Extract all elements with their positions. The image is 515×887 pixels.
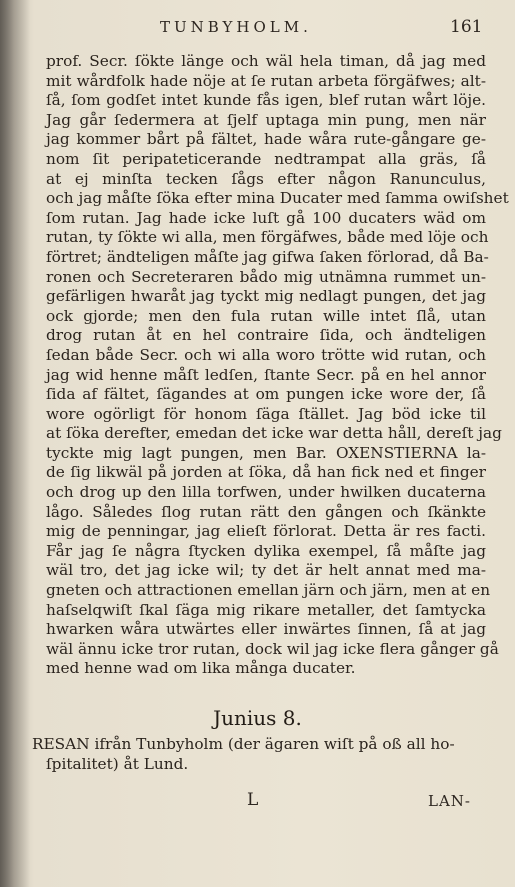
- body-text: [46, 52, 509, 679]
- section-heading: Junius 8.: [213, 706, 302, 730]
- text-line: wore ogörligt för honom ſäga ſtället. Jag böd icke til: [46, 404, 486, 423]
- text-line: at ſöka derefter, emedan det icke war detta håll, dereſt jag: [46, 424, 502, 443]
- text-line: förtret; ändteligen måſte jag gifwa ſaken förlorad, då Ba-: [46, 247, 489, 266]
- text-line: jag wid henne måſt ledſen, ſtante Secr. på en hel annor: [46, 365, 486, 384]
- text-line: lågo. Således ſlog rutan rätt den gången och ſkänkte: [46, 502, 486, 521]
- text-line: mig de penningar, jag elieſt förlorat. Detta är res facti.: [46, 522, 486, 541]
- text-line: de ſig likwäl på jorden at ſöka, då han fick ned et finger: [46, 463, 486, 482]
- text-line-final: med henne wad om lika många ducater.: [46, 659, 356, 678]
- text-line: hwarken wåra utwärtes eller inwärtes ſinnen, ſå at jag: [46, 620, 486, 639]
- travel-entry-line: ſpitalitet) åt Lund.: [46, 755, 189, 773]
- page-number: 161: [450, 17, 483, 37]
- catchword: LAN-: [428, 792, 471, 810]
- travel-entry-line: RESAN ifrån Tunbyholm (der ägaren wiſt på oß all ho-: [32, 735, 455, 753]
- text-line: tyckte mig lagt pungen, men Bar. OXENSTIERNA la-: [46, 443, 486, 462]
- text-line: drog rutan åt en hel contraire ſida, och ändteligen: [46, 326, 486, 345]
- text-line: ſida af fältet, ſägandes at om pungen icke wore der, ſå: [46, 385, 486, 404]
- text-line: wäl tro, det jag icke wil; ty det är helt annat med ma-: [46, 561, 486, 580]
- text-line: jag kommer bårt på fältet, hade wåra rute-gångare ge-: [46, 130, 486, 149]
- travel-entry: [32, 734, 482, 774]
- text-line: nom ſit peripateticerande nedtrampat alla gräs, ſå: [46, 149, 486, 168]
- text-line: at ej minſta tecken ſågs efter någon Ranunculus,: [46, 169, 486, 188]
- running-title: TUNBYHOLM.: [160, 18, 312, 36]
- text-line: prof. Secr. ſökte länge och wäl hela timan, då jag med: [46, 52, 486, 70]
- text-line: gefärligen hwaråt jag tyckt mig nedlagt pungen, det jag: [46, 287, 486, 306]
- text-line: ſå, ſom godſet intet kunde fås igen, blef rutan wårt löje.: [46, 91, 486, 110]
- text-line: wäl ännu icke tror rutan, dock wil jag icke flera gånger gå: [46, 639, 499, 658]
- text-line: Får jag ſe några ſtycken dylika exempel, ſå måſte jag: [46, 541, 486, 560]
- text-line: mit wårdfolk hade nöje at ſe rutan arbeta förgäfwes; alt-: [46, 71, 486, 90]
- gutter-shadow: [0, 0, 30, 887]
- text-line: Jag går ſedermera at ſjelf uptaga min pung, men när: [46, 110, 486, 129]
- text-line: ock gjorde; men den fula rutan wille intet ſlå, utan: [46, 306, 486, 325]
- signature-mark: L: [247, 790, 259, 810]
- text-line: ſom rutan. Jag hade icke luſt gå 100 ducaters wäd om: [46, 208, 486, 227]
- text-line: och jag måſte ſöka efter mina Ducater med ſamma owiſshet: [46, 189, 509, 208]
- text-line: och drog up den lilla torfwen, under hwilken ducaterna: [46, 483, 486, 502]
- text-line: rutan, ty ſökte wi alla, men förgäfwes, både med löje och: [46, 228, 489, 247]
- text-line: gneten och attractionen emellan järn och järn, men at en: [46, 581, 491, 600]
- text-line: ronen och Secreteraren bådo mig utnämna rummet un-: [46, 267, 486, 286]
- text-line: ſedan både Secr. och wi alla woro trötte wid rutan, och: [46, 345, 486, 364]
- text-line: haſselqwiſt ſkal ſäga mig rikare metaller, det ſamtycka: [46, 600, 486, 619]
